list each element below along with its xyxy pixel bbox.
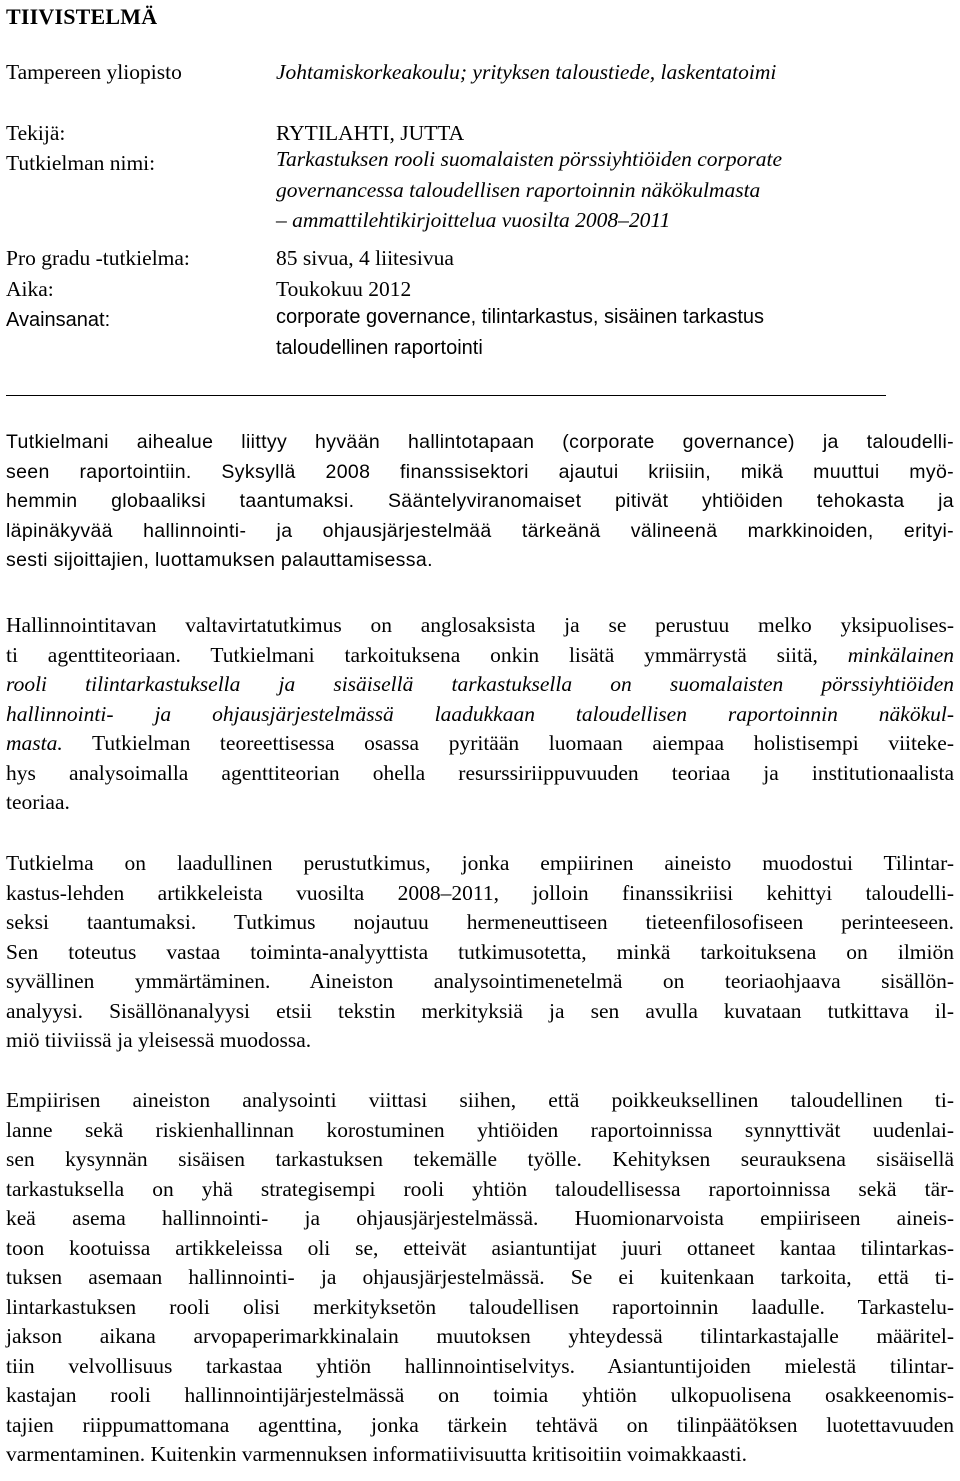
paragraph-line bbox=[6, 729, 954, 759]
paragraph-line: tarkastuksella on yhä strategisempi rooli yhtiön taloudellisessa raportoinnissa sekä tär- bbox=[6, 1176, 954, 1201]
paragraph-line: tajien riippumattomana agenttina, jonka tärkein tehtävä on tilinpäätöksen luotettavuuden bbox=[6, 1412, 954, 1437]
thesis-title-line: – ammattilehtikirjoittelua vuosilta 2008–2011 bbox=[276, 208, 671, 232]
research-question-text: masta. bbox=[6, 731, 63, 755]
abstract-paragraph-4 bbox=[6, 1086, 954, 1470]
thesis-title-line: governancessa taloudellisen raportoinnin näkökulmasta bbox=[276, 177, 761, 202]
paragraph-line: Tutkielmani aihealue liittyy hyvään hallintotapaan (corporate governance) ja taloudelli- bbox=[6, 431, 954, 453]
paragraph-line: sen kysynnän sisäisen tarkastuksen tekemälle työlle. Kehityksen seurauksena sisäisellä bbox=[6, 1147, 954, 1171]
paragraph-text: Tutkielman teoreettisessa osassa pyritään luomaan aiempaa holistisempi viiteke- bbox=[62, 731, 954, 755]
abstract-paragraph-3 bbox=[6, 849, 954, 1056]
paragraph-line: Sen toteutus vastaa toiminta-analyyttista tutkimusotetta, minkä tarkoituksena on ilmiön bbox=[6, 939, 954, 964]
paragraph-line: läpinäkyvää hallinnointi- ja ohjausjärjestelmää tärkeänä välineenä markkinoiden, erityi- bbox=[6, 519, 954, 542]
thesis-title-label: Tutkielman nimi: bbox=[6, 151, 156, 175]
thesis-title-line: Tarkastuksen rooli suomalaisten pörssiyhtiöiden corporate bbox=[276, 147, 783, 171]
abstract-paragraph-2 bbox=[6, 611, 954, 818]
paragraph-line: seksi taantumaksi. Tutkimus nojautuu hermeneuttiseen tieteenfilosofiseen perinteeseen. bbox=[6, 910, 954, 934]
university-label: Tampereen yliopisto bbox=[6, 60, 182, 84]
abstract-paragraph-1 bbox=[6, 428, 954, 576]
keywords-line: corporate governance, tilintarkastus, sisäinen tarkastus bbox=[276, 306, 765, 328]
thesis-type-value: 85 sivua, 4 liitesivua bbox=[276, 246, 454, 270]
paragraph-line: syvällinen ymmärtäminen. Aineiston analysointimenetelmä on teoriaohjaava sisällön- bbox=[6, 969, 954, 993]
paragraph-line: hys analysoimalla agenttiteorian ohella resurssiriippuvuuden teoriaa ja institutionaalista bbox=[6, 760, 954, 785]
paragraph-line bbox=[6, 641, 954, 671]
paragraph-text: ti agenttiteoriaan. Tutkielmani tarkoituksena onkin lisätä ymmärrystä siitä, bbox=[6, 642, 848, 667]
thesis-type-label: Pro gradu -tutkielma: bbox=[6, 246, 190, 270]
paragraph-line: tiin velvollisuus tarkastaa yhtiön hallinnointiselvitys. Asiantuntijoiden mielestä tilintar- bbox=[6, 1353, 954, 1378]
separator-rule bbox=[6, 395, 886, 396]
paragraph-line: miö tiiviissä ja yleisessä muodossa. bbox=[6, 1028, 312, 1052]
research-question-line: rooli tilintarkastuksella ja sisäisellä tarkastuksella on suomalaisten pörssiyhtiöiden bbox=[6, 672, 954, 696]
paragraph-line: kastajan rooli hallinnointijärjestelmässä on toimia yhtiön ulkopuolisena osakkeenomis- bbox=[6, 1383, 954, 1407]
page-title: TIIVISTELMÄ bbox=[6, 4, 158, 29]
paragraph-line: varmentaminen. Kuitenkin varmennuksen informatiivisuutta kritisoitiin voimakkaasti. bbox=[6, 1442, 748, 1466]
keywords-label: Avainsanat: bbox=[6, 309, 111, 331]
paragraph-line: kastus-lehden artikkeleista vuosilta 2008–2011, jolloin finanssikriisi kehittyi taloudelli- bbox=[6, 880, 954, 905]
author-value: RYTILAHTI, JUTTA bbox=[276, 121, 465, 145]
paragraph-line: keä asema hallinnointi- ja ohjausjärjestelmässä. Huomionarvoista empiiriseen aineis- bbox=[6, 1206, 954, 1230]
paragraph-line: hemmin globaaliksi taantumaksi. Sääntelyviranomaiset pitivät yhtiöiden tehokasta ja bbox=[6, 490, 954, 512]
research-question-line: hallinnointi- ja ohjausjärjestelmässä laadukkaan taloudellisen raportoinnin näkökul- bbox=[6, 701, 954, 726]
research-question-text: minkälainen bbox=[847, 642, 954, 667]
paragraph-line: Hallinnointitavan valtavirtatutkimus on anglosaksista ja se perustuu melko yksipuolises- bbox=[6, 613, 954, 637]
paragraph-line: sesti sijoittajien, luottamuksen palauttamisessa. bbox=[6, 549, 433, 571]
paragraph-line: lintarkastuksen rooli olisi merkityksetön taloudellisen raportoinnin laadulle. Tarkastelu- bbox=[6, 1294, 954, 1319]
paragraph-line: toon kootuissa artikkeleissa oli se, etteivät asiantuntijat juuri ottaneet kantaa tilintarkas- bbox=[6, 1235, 954, 1260]
paragraph-line: Tutkielma on laadullinen perustutkimus, jonka empiirinen aineisto muodostui Tilintar- bbox=[6, 851, 954, 875]
paragraph-line: Empiirisen aineiston analysointi viittasi siihen, että poikkeuksellinen taloudellinen ti- bbox=[6, 1088, 954, 1112]
paragraph-line: analyysi. Sisällönanalyysi etsii tekstin merkityksiä ja sen avulla kuvataan tutkittava il- bbox=[6, 998, 954, 1023]
date-value: Toukokuu 2012 bbox=[276, 277, 412, 301]
date-label: Aika: bbox=[6, 277, 54, 301]
author-label: Tekijä: bbox=[6, 121, 66, 145]
paragraph-line: teoriaa. bbox=[6, 790, 70, 814]
paragraph-line: seen raportointiin. Syksyllä 2008 finanssisektori ajautui kriisiin, mikä muuttui myö- bbox=[6, 460, 954, 483]
paragraph-line: tuksen asemaan hallinnointi- ja ohjausjärjestelmässä. Se ei kuitenkaan tarkoita, että ti- bbox=[6, 1265, 954, 1289]
keywords-value bbox=[276, 302, 764, 363]
thesis-title-value bbox=[276, 144, 782, 236]
paragraph-line: jakson aikana arvopaperimarkkinalain muutoksen yhteydessä tilintarkastajalle määritel- bbox=[6, 1324, 954, 1348]
keywords-line: taloudellinen raportointi bbox=[276, 336, 483, 359]
university-value: Johtamiskorkeakoulu; yrityksen taloustiede, laskentatoimi bbox=[276, 60, 777, 84]
paragraph-line: lanne sekä riskienhallinnan korostuminen yhtiöiden raportoinnissa synnyttivät uudenlai- bbox=[6, 1117, 954, 1142]
